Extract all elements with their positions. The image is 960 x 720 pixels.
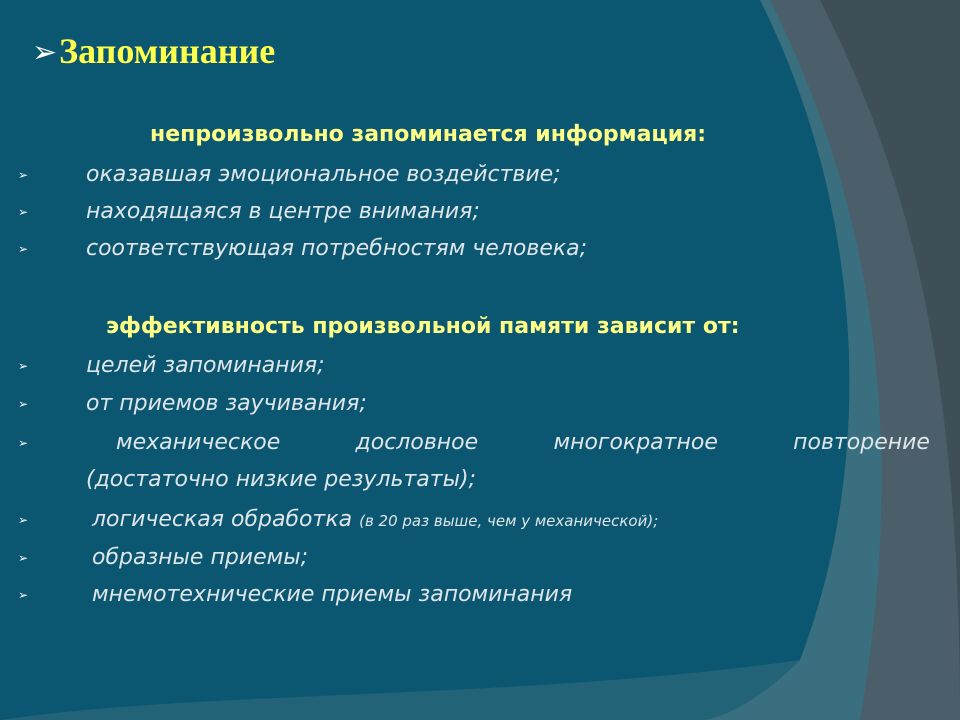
arrowhead-icon: ➢ (18, 397, 29, 411)
arrowhead-icon: ➢ (18, 359, 29, 373)
list-item: ➢ целей запоминания; (18, 353, 325, 378)
section1-heading: непроизвольно запоминается информация: (150, 122, 707, 147)
arrowhead-icon: ➢ (18, 242, 29, 256)
list-item: ➢ соответствующая потребностям человека; (18, 236, 588, 261)
arrowhead-icon: ➢ (18, 436, 29, 450)
list-item: ➢ от приемов заучивания; (18, 391, 367, 416)
justified-line: механическое дословное многократное повторение (116, 430, 930, 455)
list-item: ➢ оказавшая эмоциональное воздействие; (18, 162, 561, 187)
list-item: ➢ мнемотехнические приемы запоминания (18, 582, 573, 607)
title-row (32, 30, 275, 72)
arrowhead-icon: ➢ (18, 588, 29, 602)
slide-title: Запоминание (59, 31, 276, 71)
arrowhead-icon: ➢ (18, 551, 29, 565)
section2-heading: эффективность произвольной памяти зависит от: (106, 314, 740, 339)
list-item: ➢ логическая обработка (в 20 раз выше, чем у механической); (18, 507, 659, 532)
list-item: ➢ образные приемы; (18, 545, 309, 570)
arrowhead-icon: ➢ (32, 35, 58, 70)
list-item-continuation: (достаточно низкие результаты); (86, 467, 476, 492)
arrowhead-icon: ➢ (18, 205, 29, 219)
list-item: ➢ находящаяся в центре внимания; (18, 199, 480, 224)
list-item (18, 430, 930, 460)
arrowhead-icon: ➢ (18, 168, 29, 182)
arrowhead-icon: ➢ (18, 513, 29, 527)
